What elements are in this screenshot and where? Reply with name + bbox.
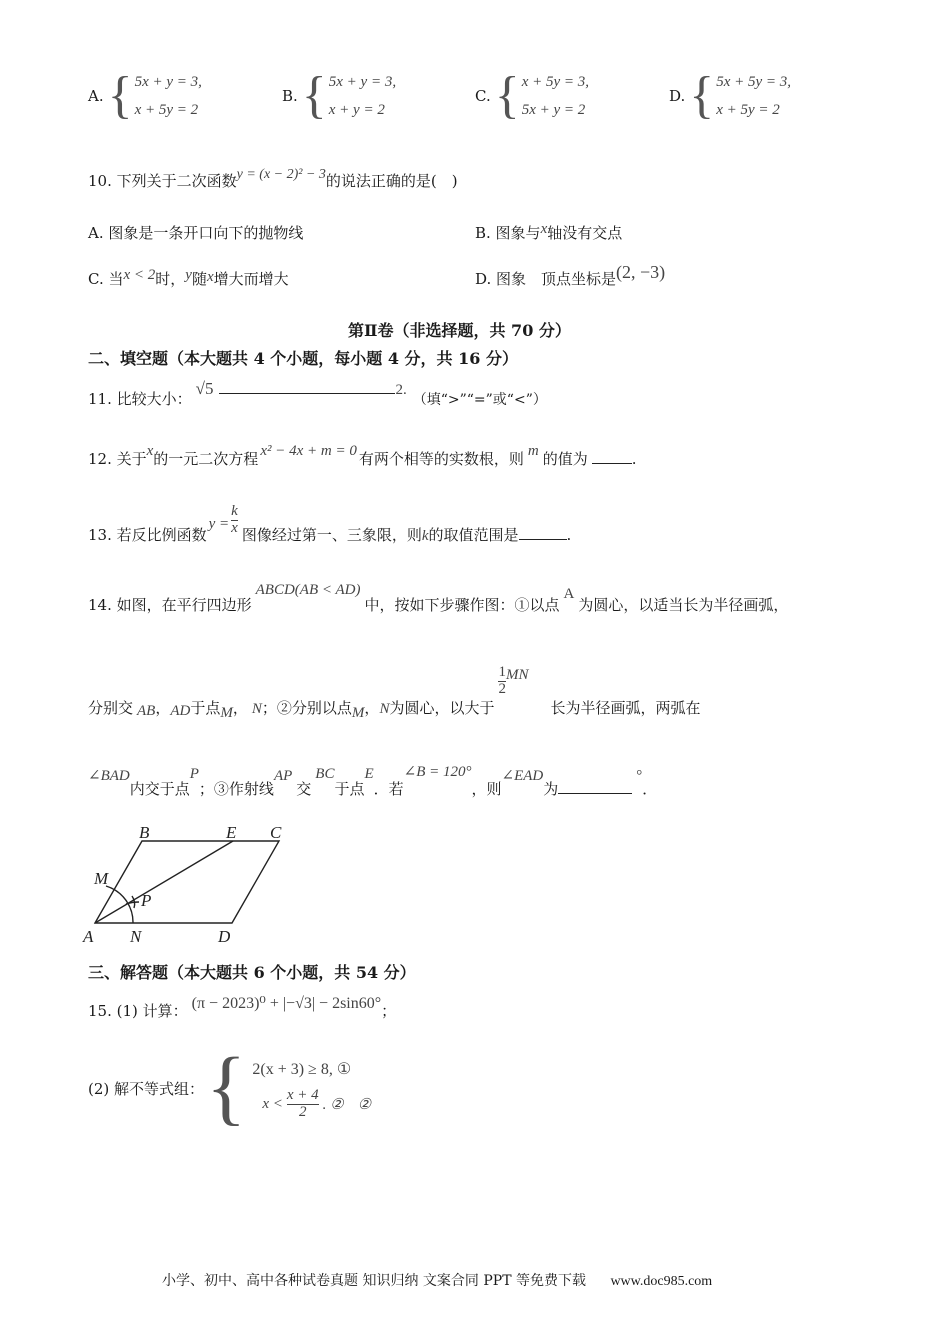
q15-ineq2-den: 2 [299, 1103, 307, 1120]
label-p: P [141, 891, 152, 910]
q12-prefix: 12. 关于 [88, 450, 147, 468]
q9-b-eq1: 5x + y = 3, [328, 74, 397, 90]
q9-option-c [475, 68, 589, 124]
q13-end: . [566, 526, 572, 545]
q9-d-eq2: x + 5y = 2 [716, 102, 780, 118]
q12-equation: x² − 4x + m = 0 [260, 443, 357, 459]
q11-rhs: 2. [395, 382, 407, 398]
q15-ineq2-tail: . ② [322, 1096, 344, 1113]
brace-icon: { [206, 1041, 247, 1134]
q12-end: . [631, 450, 637, 468]
q10-c-var1: y [185, 267, 192, 283]
q14-point-n: N [251, 701, 262, 718]
q10-c-cond: x < 2 [123, 267, 156, 283]
q15-ineq1: 2(x + 3) ≥ 8, ① [252, 1060, 352, 1078]
q9-b-eq2: x + y = 2 [328, 102, 385, 118]
q12-answer-blank[interactable] [592, 463, 632, 464]
q11-hint: （填“>”“=”或“<”） [412, 392, 547, 408]
q10-b-pre: B. 图象与 [475, 224, 541, 242]
q9-option-a-label: A. [88, 87, 104, 105]
q15-p1-end: ； [381, 1002, 397, 1020]
q14-half-num: 1 [498, 664, 506, 680]
label-d: D [218, 927, 231, 946]
q10-suffix: 的说法正确的是( ) [325, 172, 458, 190]
q14-figure-name: ABCD(AB < AD) [255, 582, 361, 598]
q14-end: ． [642, 780, 658, 798]
q12-var-x: x [146, 443, 154, 459]
label-a: A [83, 927, 94, 946]
q13-suffix: 的取值范围是 [428, 526, 519, 545]
brace-icon: { [494, 67, 520, 124]
q9-a-eq2: x + 5y = 2 [134, 102, 199, 118]
q12-var-m: m [527, 443, 539, 459]
q14-at-point: 于点 [190, 699, 221, 718]
q9-d-eq1: 5x + 5y = 3, [716, 74, 792, 90]
q15-ineq2-num: x + 4 [286, 1086, 319, 1103]
q14-seg-mn: MN [505, 667, 529, 684]
q14-at-point: 于点 [334, 780, 365, 798]
q14-point-a: A [563, 586, 575, 602]
brace-icon: { [689, 67, 715, 124]
label-n: N [130, 927, 142, 946]
q12 [88, 443, 637, 469]
brace-icon: { [301, 67, 327, 124]
q14-then: ，则 [471, 780, 502, 798]
q14-seg-ad: AD [170, 703, 191, 720]
q13-lhs: y = [208, 516, 230, 533]
parallelogram-abcd [95, 841, 279, 923]
q15-p1-prefix: 15. (1) 计算： [88, 1002, 188, 1020]
q14-comma: ， [364, 699, 380, 718]
q14-degree: ° [636, 768, 643, 784]
q14-angle-b: ∠B = 120° [403, 764, 472, 780]
q14-as-center: 为圆心，以大于 [389, 699, 495, 718]
q9-option-d-label: D. [669, 87, 686, 105]
q11-prefix: 11. 比较大小： [88, 390, 192, 408]
q11-radical: √5 [195, 379, 214, 398]
q10-option-b [475, 222, 622, 243]
q14-half-den: 2 [498, 680, 506, 697]
label-m: M [94, 869, 109, 888]
q13-denominator: x [231, 519, 238, 536]
section-2-title: 第Ⅱ卷（非选择题，共 70 分） [348, 321, 571, 340]
footer [162, 1270, 712, 1290]
q14-point-p: P [189, 766, 199, 782]
q13-numerator: k [231, 503, 238, 519]
q14-l2-suffix: 长为半径画弧，两弧在 [550, 699, 701, 718]
q14-if: ．若 [373, 780, 404, 798]
q14-point-m: M [220, 705, 233, 722]
q15-ineq2-lhs: x < [262, 1095, 283, 1112]
q14-l1-mid: 中，按如下步骤作图：①以点 [364, 596, 560, 614]
footer-url[interactable]: www.doc985.com [610, 1274, 713, 1289]
q14-point-n: N [379, 701, 390, 718]
q10-d-coord: (2, −3) [616, 262, 666, 282]
q12-suffix: 的值为 [542, 450, 588, 468]
q14-seg-bc: BC [315, 766, 335, 782]
q10-option-c [88, 268, 289, 289]
q14-l1-suffix: 为圆心，以适当长为半径画弧， [578, 596, 789, 614]
q15-p1-expr: (π − 2023)⁰ + |−√3| − 2sin60° [191, 995, 382, 1012]
arc-mn [106, 886, 133, 923]
q13-prefix: 13. 若反比例函数 [88, 526, 207, 545]
q10-formula: y = (x − 2)² − 3 [236, 167, 326, 182]
q14-intersect: 交 [296, 780, 312, 798]
ray-ap [95, 841, 233, 923]
q15-part-2 [88, 1041, 372, 1134]
q14-line-3 [88, 764, 658, 798]
q10-b-var: x [540, 221, 548, 237]
part-2-heading: 二、填空题（本大题共 4 个小题，每小题 4 分，共 16 分） [88, 349, 518, 368]
q14-as: 为 [543, 780, 559, 798]
q14-point-e: E [364, 766, 374, 782]
q14-line-2 [88, 664, 701, 722]
footer-text: 小学、初中、高中各种试卷真题 知识归纳 文案合同 PPT 等免费下载 [162, 1273, 586, 1289]
q9-option-a [88, 68, 202, 124]
parallelogram-figure [82, 822, 302, 946]
q11-answer-blank[interactable] [219, 393, 395, 394]
label-b: B [139, 823, 150, 842]
q13-mid: 图像经过第一、三象限，则 [241, 526, 422, 545]
q9-option-d [669, 68, 791, 124]
brace-icon: { [107, 67, 133, 124]
q14-l2-prefix: 分别交 [88, 699, 134, 718]
q14-l3-mid2: ；③作射线 [198, 780, 274, 798]
q10-option-a: A. 图象是一条开口向下的抛物线 [88, 224, 304, 242]
q14-angle-ead: ∠EAD [501, 768, 544, 784]
q10-b-post: 轴没有交点 [547, 224, 623, 242]
part-3-heading: 三、解答题（本大题共 6 个小题，共 54 分） [88, 963, 416, 982]
q14-ray-ap: AP [273, 768, 293, 784]
q15-part-1 [88, 992, 397, 1020]
q13-answer-blank[interactable] [519, 539, 567, 540]
q11 [88, 378, 547, 408]
q15-p2-prefix: (2) 解不等式组： [88, 1079, 205, 1098]
q14-comma: ， [232, 699, 248, 718]
q14-line-1 [88, 578, 789, 614]
q9-a-eq1: 5x + y = 3, [134, 74, 202, 90]
q10-option-d [475, 262, 666, 288]
q10-d-pre: D. 图象 顶点坐标是 [475, 270, 617, 288]
q14-l1-prefix: 14. 如图，在平行四边形 [88, 596, 252, 614]
label-c: C [270, 823, 282, 842]
q9-option-b [282, 68, 396, 124]
q12-mid: 的一元二次方程 [153, 450, 259, 468]
q9-option-b-label: B. [282, 87, 298, 105]
q9-c-eq2: 5x + y = 2 [521, 102, 586, 118]
q10-c-mid2: 随 [191, 270, 207, 288]
q10-prefix: 10. 下列关于二次函数 [88, 172, 237, 190]
q10-c-mid1: 时， [155, 270, 186, 288]
q15-ineq2-mark: ② [357, 1096, 372, 1113]
q10-c-pre: C. 当 [88, 270, 124, 288]
q14-seg-ab: AB [137, 703, 156, 720]
q14-l3-mid1: 内交于点 [129, 780, 190, 798]
q13-var-k: k [421, 528, 429, 545]
q10-c-var2: x [206, 269, 214, 285]
q14-comma: ， [155, 699, 171, 718]
q14-angle-bad: ∠BAD [88, 768, 130, 784]
q10-stem [88, 167, 458, 191]
q12-mid2: 有两个相等的实数根，则 [358, 450, 524, 468]
q10-c-post: 增大而增大 [213, 270, 289, 288]
q14-point-m: M [351, 705, 365, 722]
q9-option-c-label: C. [475, 87, 491, 105]
q14-step2: ；②分别以点 [261, 699, 352, 718]
q9-c-eq1: x + 5y = 3, [521, 74, 589, 90]
q13 [88, 492, 572, 545]
q14-answer-blank[interactable] [558, 793, 632, 794]
label-e: E [226, 823, 237, 842]
